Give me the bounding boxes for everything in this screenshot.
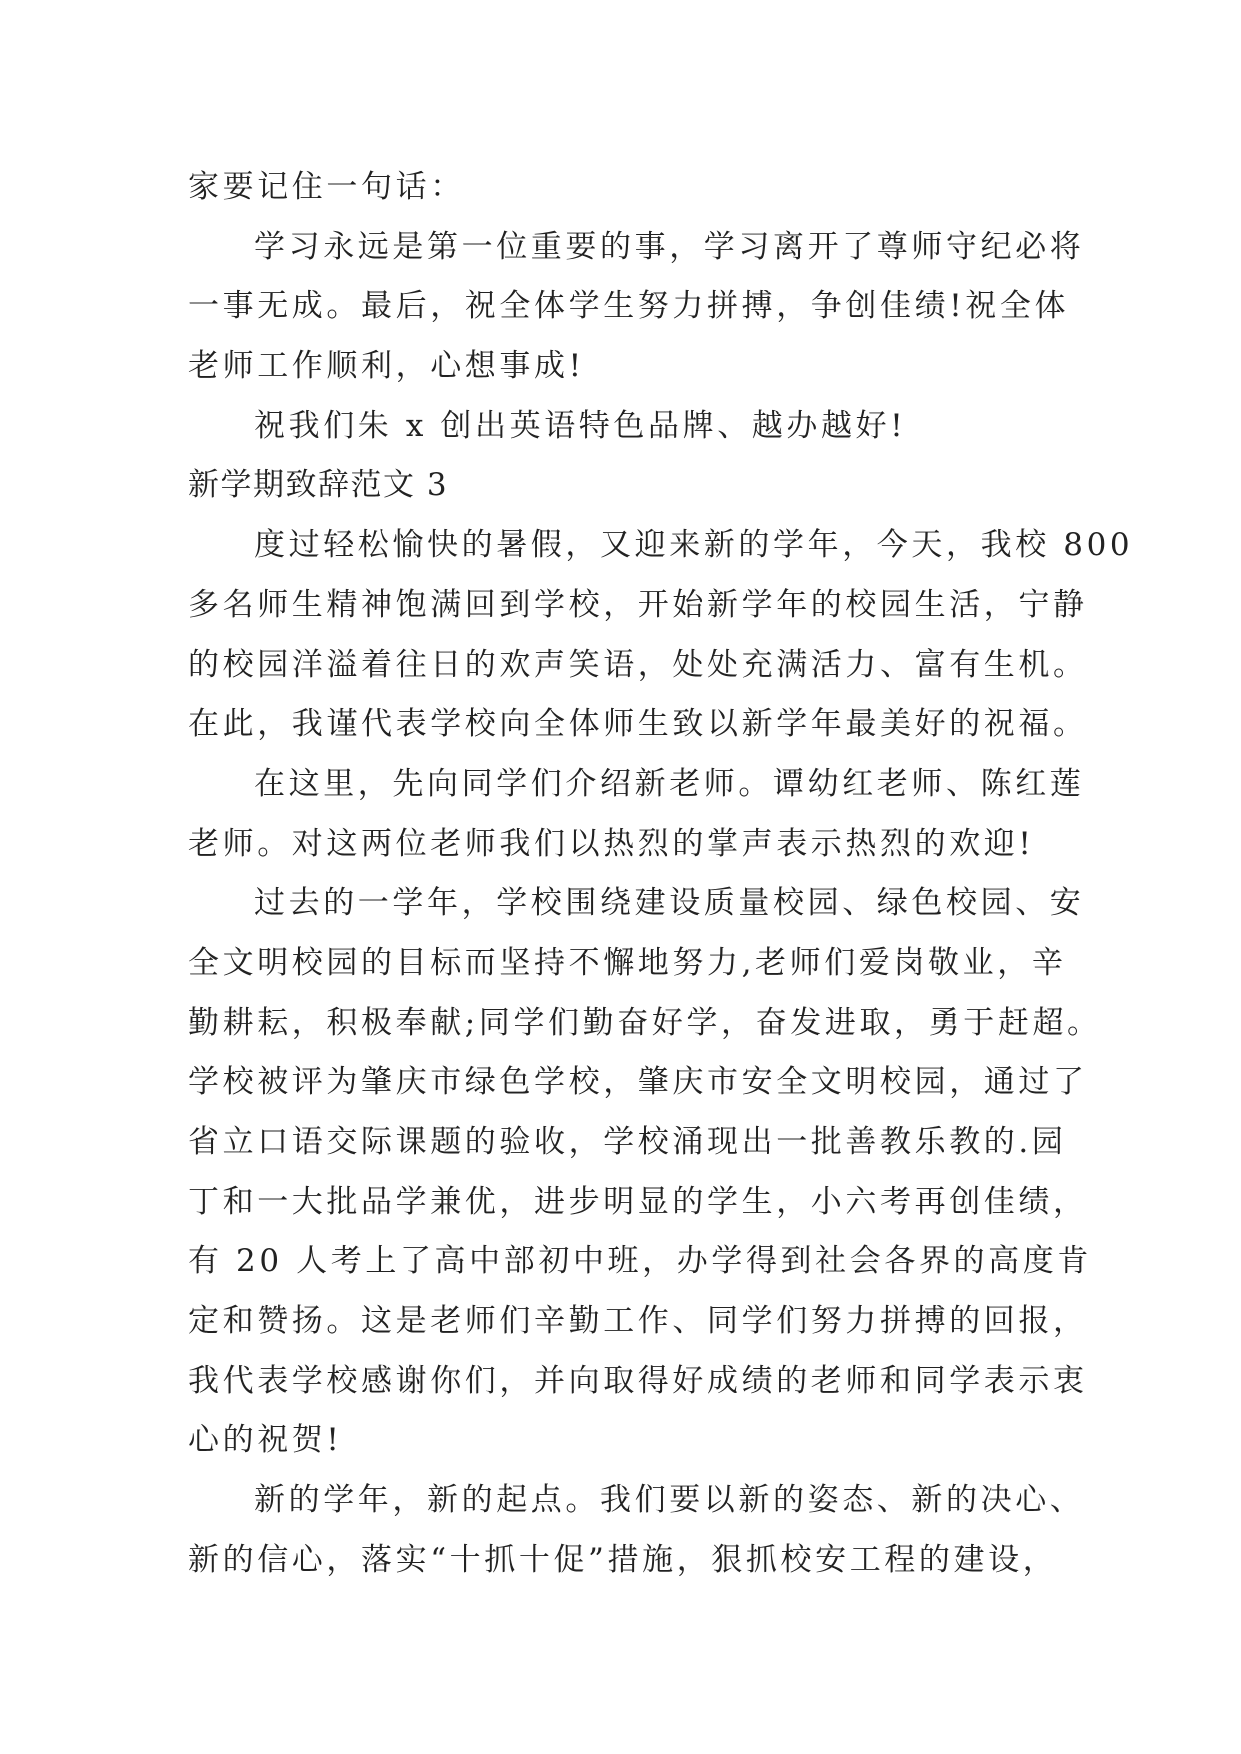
text-line: 省立口语交际课题的验收，学校涌现出一批善教乐教的.园 xyxy=(188,1124,1067,1160)
text-line: 多名师生精神饱满回到学校，开始新学年的校园生活，宁静 xyxy=(188,586,1088,623)
text-line: 丁和一大批品学兼优，进步明显的学生，小六考再创佳绩， xyxy=(188,1183,1088,1220)
document-body xyxy=(188,158,1134,1591)
text-line: 学校被评为肇庆市绿色学校，肇庆市安全文明校园，通过了 xyxy=(188,1064,1088,1101)
text-line: 老师。对这两位老师我们以热烈的掌声表示热烈的欢迎! xyxy=(188,825,1035,862)
text-line: 新的学年，新的起点。我们要以新的姿态、新的决心、 xyxy=(254,1482,1085,1519)
text-line: 勤耕耘，积极奉献;同学们勤奋好学，奋发进取，勇于赶超。 xyxy=(188,1004,1102,1041)
section-heading: 新学期致辞范文 3 xyxy=(188,467,449,504)
text-line: 心的祝贺! xyxy=(188,1422,343,1459)
text-line: 度过轻松愉快的暑假，又迎来新的学年，今天，我校 800 xyxy=(254,527,1134,564)
text-line: 学习永远是第一位重要的事，学习离开了尊师守纪必将 xyxy=(254,228,1085,265)
text-line: 过去的一学年，学校围绕建设质量校园、绿色校园、安 xyxy=(254,885,1085,922)
text-line: 的校园洋溢着往日的欢声笑语，处处充满活力、富有生机。 xyxy=(188,646,1088,683)
text-line: 新的信心，落实“十抓十促”措施，狠抓校安工程的建设， xyxy=(188,1541,1058,1578)
text-line: 有 20 人考上了高中部初中班，办学得到社会各界的高度肯 xyxy=(188,1243,1092,1280)
text-line: 定和赞扬。这是老师们辛勤工作、同学们努力拼搏的回报， xyxy=(188,1303,1088,1340)
text-line: 家要记住一句话： xyxy=(188,169,465,205)
text-line: 我代表学校感谢你们，并向取得好成绩的老师和同学表示衷 xyxy=(188,1362,1088,1399)
text-line: 在这里，先向同学们介绍新老师。谭幼红老师、陈红莲 xyxy=(254,765,1085,802)
text-line: 一事无成。最后，祝全体学生努力拼搏，争创佳绩!祝全体 xyxy=(188,288,1070,325)
text-line: 老师工作顺利，心想事成! xyxy=(188,348,585,385)
text-line: 在此，我谨代表学校向全体师生致以新学年最美好的祝福。 xyxy=(188,706,1088,743)
text-line: 祝我们朱 x 创出英语特色品牌、越办越好! xyxy=(254,407,907,444)
text-line: 全文明校园的目标而坚持不懈地努力,老师们爱岗敬业，辛 xyxy=(188,944,1067,981)
